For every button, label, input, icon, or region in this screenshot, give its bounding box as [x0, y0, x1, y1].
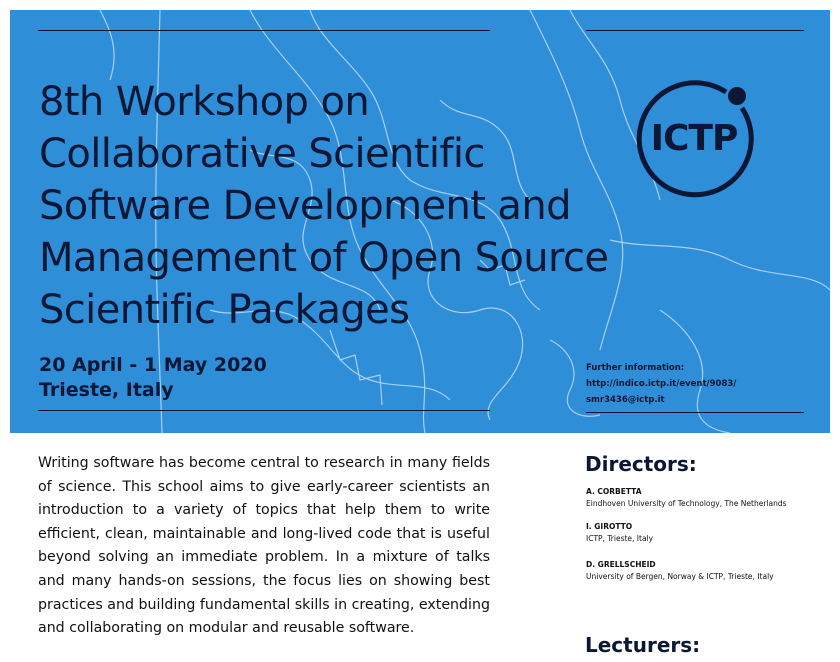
event-dates: 20 April - 1 May 2020 — [39, 354, 267, 376]
title-line: Software Development and — [39, 183, 571, 229]
event-url-link[interactable]: http://indico.ictp.it/event/9083/ — [586, 379, 737, 389]
top-rule-left — [38, 30, 490, 31]
director-name: I. GIROTTO — [586, 522, 633, 531]
director-affiliation: University of Bergen, Norway & ICTP, Trieste, Italy — [586, 572, 774, 581]
workshop-abstract: Writing software has become central to research in many fields of science. This school aims to give early-career scientists an introduction to a variety of topics that help them to write efficient, clean, maintainable and long-lived code that is useful beyond solving an immediate problem. In a mixture of talks and many hands-on sessions, the focus lies on showing best practices and building fundamental skills in creating, extending and collaborating on modular and reusable software. — [38, 455, 490, 637]
director-affiliation: Eindhoven University of Technology, The Netherlands — [586, 499, 787, 508]
title-line: Scientific Packages — [39, 287, 410, 333]
title-line: Collaborative Scientific — [39, 131, 485, 177]
director-entry — [586, 559, 774, 583]
director-name: A. CORBETTA — [586, 487, 642, 496]
header-banner — [10, 10, 830, 433]
director-entry — [586, 521, 653, 545]
event-location: Trieste, Italy — [39, 379, 174, 401]
bottom-rule-left — [38, 410, 490, 411]
top-rule-right — [586, 30, 804, 31]
title-line: Management of Open Source — [39, 235, 609, 281]
bottom-rule-right — [586, 412, 804, 413]
director-name: D. GRELLSCHEID — [586, 560, 656, 569]
further-info — [586, 360, 736, 408]
ictp-logo — [634, 76, 760, 202]
lecturers-heading: Lecturers: — [585, 633, 701, 657]
directors-heading: Directors: — [585, 452, 697, 476]
director-affiliation: ICTP, Trieste, Italy — [586, 534, 654, 543]
workshop-title — [39, 76, 689, 336]
contact-email-link[interactable]: smr3436@ictp.it — [586, 395, 665, 405]
logo-text: ICTP — [650, 118, 738, 159]
title-line: 8th Workshop on — [39, 79, 370, 125]
event-details — [39, 353, 267, 403]
director-entry — [586, 486, 787, 510]
further-info-label: Further information: — [586, 363, 685, 373]
